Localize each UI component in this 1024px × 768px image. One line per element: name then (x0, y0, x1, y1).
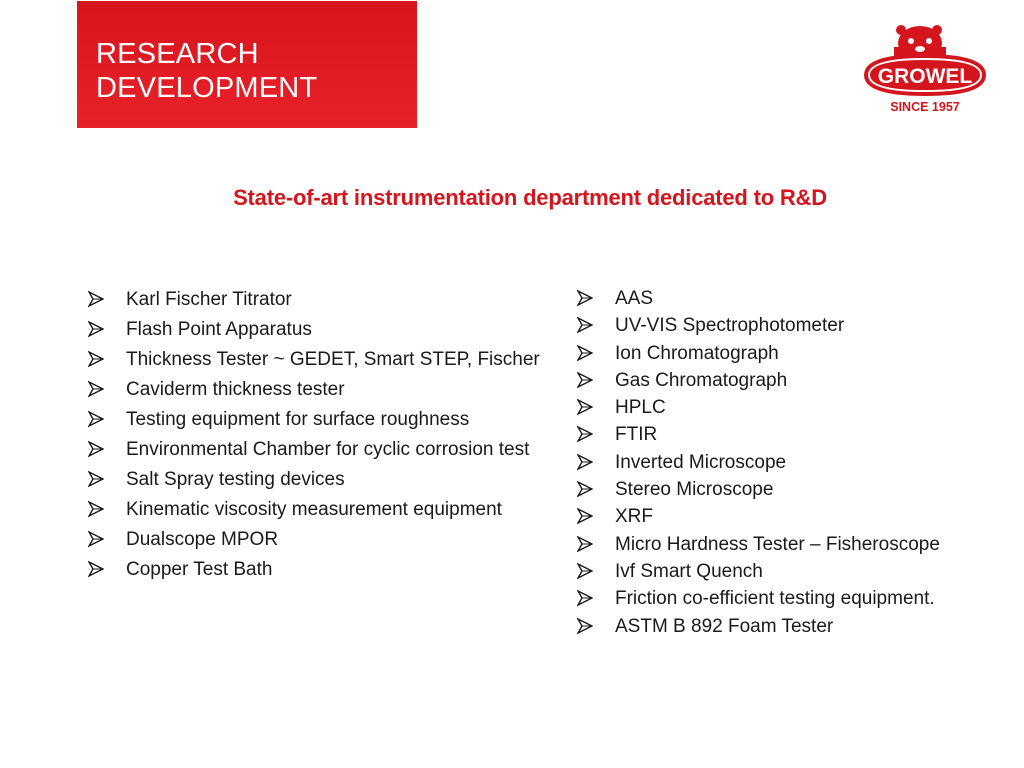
list-item-label: Stereo Microscope (615, 479, 774, 501)
arrow-bullet-icon (88, 411, 104, 427)
arrow-bullet-icon (577, 618, 593, 634)
list-item-label: Karl Fischer Titrator (126, 289, 292, 310)
arrow-bullet-icon (577, 426, 593, 442)
list-item-label: Flash Point Apparatus (126, 319, 312, 340)
list-item-label: Thickness Tester ~ GEDET, Smart STEP, Fischer (126, 349, 540, 370)
list-item (577, 505, 997, 529)
list-item (88, 528, 558, 552)
list-item-label: Testing equipment for surface roughness (126, 409, 470, 430)
list-item (88, 438, 558, 462)
arrow-bullet-icon (88, 321, 104, 337)
list-item-label: Gas Chromatograph (615, 369, 788, 391)
list-item-label: Friction co-efficient testing equipment. (615, 588, 935, 610)
list-item-label: Kinematic viscosity measurement equipment (126, 499, 502, 520)
list-item (88, 408, 558, 432)
page-subtitle: State-of-art instrumentation department dedicated to R&D (233, 185, 827, 210)
list-item (577, 314, 997, 338)
list-item-label: Caviderm thickness tester (126, 379, 345, 400)
arrow-bullet-icon (88, 471, 104, 487)
list-item-label: ASTM B 892 Foam Tester (615, 615, 834, 637)
arrow-bullet-icon (577, 481, 593, 497)
right-equipment-list (577, 287, 997, 642)
list-item (577, 423, 997, 447)
list-item-label: Salt Spray testing devices (126, 469, 345, 490)
arrow-bullet-icon (88, 501, 104, 517)
growel-logo (858, 22, 992, 114)
arrow-bullet-icon (88, 291, 104, 307)
arrow-bullet-icon (88, 561, 104, 577)
list-item (577, 533, 997, 557)
list-item (88, 558, 558, 582)
list-item (577, 615, 997, 639)
list-item (88, 498, 558, 522)
arrow-bullet-icon (88, 381, 104, 397)
list-item-label: Inverted Microscope (615, 451, 787, 473)
list-item (577, 478, 997, 502)
list-item-label: Ion Chromatograph (615, 342, 779, 364)
arrow-bullet-icon (577, 345, 593, 361)
arrow-bullet-icon (577, 290, 593, 306)
list-item (577, 451, 997, 475)
arrow-bullet-icon (577, 590, 593, 606)
arrow-bullet-icon (577, 563, 593, 579)
logo-tagline: SINCE 1957 (890, 100, 960, 114)
list-item (88, 288, 558, 312)
arrow-bullet-icon (577, 372, 593, 388)
list-item (577, 342, 997, 366)
list-item-label: AAS (615, 288, 654, 309)
arrow-bullet-icon (88, 441, 104, 457)
arrow-bullet-icon (577, 508, 593, 524)
arrow-bullet-icon (88, 351, 104, 367)
logo-brand: GROWEL (877, 65, 973, 88)
list-item (577, 560, 997, 584)
list-item-label: FTIR (615, 424, 658, 446)
list-item (577, 369, 997, 393)
list-item-label: Copper Test Bath (126, 559, 273, 580)
list-item-label: UV-VIS Spectrophotometer (615, 315, 845, 337)
arrow-bullet-icon (577, 454, 593, 470)
arrow-bullet-icon (577, 317, 593, 333)
list-item-label: Environmental Chamber for cyclic corrosion test (126, 439, 530, 460)
list-item-label: Dualscope MPOR (126, 529, 279, 550)
list-item-label: Micro Hardness Tester – Fisheroscope (615, 533, 940, 555)
arrow-bullet-icon (577, 399, 593, 415)
list-item (577, 287, 997, 311)
list-item (88, 348, 558, 372)
title-banner (77, 1, 417, 128)
left-equipment-list (88, 288, 558, 588)
title-line-1: RESEARCH (96, 38, 259, 70)
list-item (88, 378, 558, 402)
list-item-label: Ivf Smart Quench (615, 560, 763, 582)
title-line-2: DEVELOPMENT (96, 72, 318, 104)
list-item (577, 587, 997, 611)
list-item (577, 396, 997, 420)
list-item-label: HPLC (615, 397, 666, 419)
arrow-bullet-icon (88, 531, 104, 547)
list-item-label: XRF (615, 506, 653, 528)
arrow-bullet-icon (577, 536, 593, 552)
list-item (88, 318, 558, 342)
list-item (88, 468, 558, 492)
